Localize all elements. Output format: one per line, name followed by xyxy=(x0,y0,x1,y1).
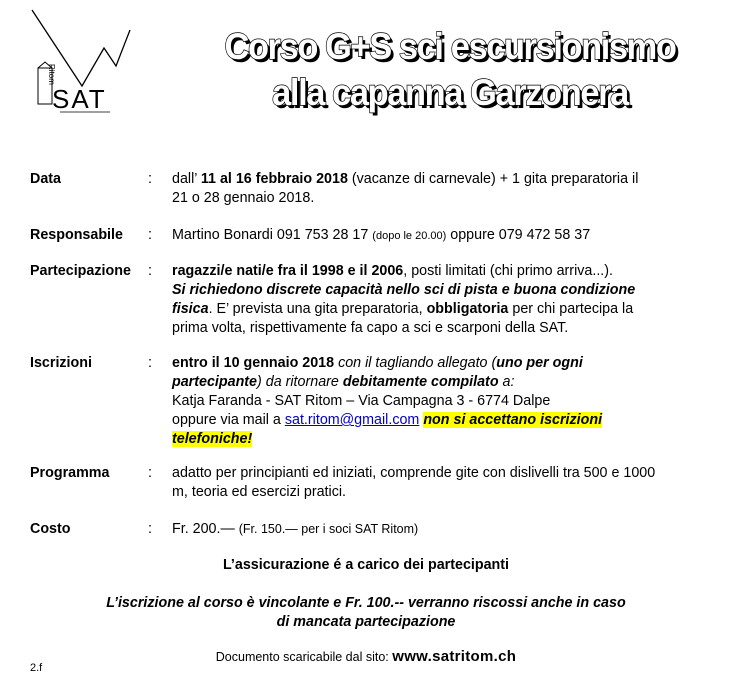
partecipazione-mandatory: obbligatoria xyxy=(426,301,509,317)
data-label: Data xyxy=(30,171,61,187)
email-link[interactable]: sat.ritom@gmail.com xyxy=(284,412,420,428)
iscrizioni-completed: debitamente compilato xyxy=(342,374,499,390)
separator: : xyxy=(148,521,152,537)
data-text-2: (vacanze di carnevale) + 1 gita preparatoria il xyxy=(347,171,639,187)
responsabile-note: (dopo le 20.00) xyxy=(372,230,447,242)
website-link[interactable]: www.satritom.ch xyxy=(392,648,517,665)
programma-label: Programma xyxy=(30,465,110,481)
vincolante-line-1: L’iscrizione al corso è vincolante e Fr. 100.-- verranno riscossi anche in caso xyxy=(106,595,626,611)
iscrizioni-text: con il tagliando allegato ( xyxy=(334,355,497,371)
iscrizioni-participant: partecipante xyxy=(172,374,258,390)
iscrizioni-text-3: a: xyxy=(498,374,515,390)
costo-price: Fr. 200.— xyxy=(172,521,239,537)
iscrizioni-text-2: ) da ritornare xyxy=(257,374,343,390)
data-line-2: 21 o 28 gennaio 2018. xyxy=(172,190,315,206)
separator: : xyxy=(148,263,152,279)
footer xyxy=(0,648,732,665)
assicurazione-note: L’assicurazione é a carico dei partecipanti xyxy=(222,557,510,573)
logo-ritom-text: Ritom xyxy=(47,64,56,85)
iscrizioni-warning-2: telefoniche! xyxy=(172,431,253,447)
separator: : xyxy=(148,227,152,243)
partecipazione-text-3: per chi partecipa la xyxy=(508,301,634,317)
title-line-1: Corso G+S sci escursionismo xyxy=(224,26,676,67)
partecipazione-text-2: . E’ prevista una gita preparatoria, xyxy=(208,301,427,317)
separator: : xyxy=(148,355,152,371)
partecipazione-line-4: prima volta, rispettivamente fa capo a sci e scarponi della SAT. xyxy=(172,320,569,336)
title-line-2: alla capanna Garzonera xyxy=(272,72,628,113)
programma-line-2: m, teoria ed esercizi pratici. xyxy=(172,484,347,500)
responsabile-label: Responsabile xyxy=(30,227,123,243)
partecipazione-requirement: Si richiedono discrete capacità nello sci di pista e buona condizione xyxy=(172,282,636,298)
programma-value xyxy=(172,464,692,502)
programma-line-1: adatto per principianti ed iniziati, comprende gite con dislivelli tra 500 e 1000 xyxy=(172,465,656,481)
logo-sat-text: SAT xyxy=(52,84,107,114)
iscrizioni-deadline: entro il 10 gennaio 2018 xyxy=(172,355,335,371)
iscrizioni-mail-text: oppure via mail a xyxy=(172,412,285,428)
page-title xyxy=(199,24,701,116)
costo-member-price: (Fr. 150.— per i soci SAT Ritom) xyxy=(238,522,419,536)
vincolante-note xyxy=(0,594,732,632)
separator: : xyxy=(148,465,152,481)
partecipazione-requirement-2: fisica xyxy=(172,301,209,317)
footer-text: Documento scaricabile dal sito: xyxy=(215,650,393,664)
responsabile-value xyxy=(172,226,692,246)
data-dates: 11 al 16 febbraio 2018 xyxy=(200,171,348,187)
data-value xyxy=(172,170,692,208)
costo-label: Costo xyxy=(30,521,71,537)
partecipazione-value xyxy=(172,262,692,338)
iscrizioni-warning: non si accettano iscrizioni xyxy=(423,412,603,428)
sat-ritom-logo xyxy=(30,8,150,120)
iscrizioni-value xyxy=(172,354,692,449)
data-text: dall’ xyxy=(172,171,201,187)
partecipazione-age: ragazzi/e nati/e fra il 1998 e il 2006 xyxy=(172,263,404,279)
iscrizioni-label: Iscrizioni xyxy=(30,355,92,371)
partecipazione-label: Partecipazione xyxy=(30,263,131,279)
iscrizioni-one-per: uno per ogni xyxy=(496,355,583,371)
responsabile-text: Martino Bonardi 091 753 28 17 xyxy=(172,227,373,243)
page-stub: 2.f xyxy=(30,662,43,674)
vincolante-line-2: di mancata partecipazione xyxy=(276,614,456,630)
iscrizioni-address: Katja Faranda - SAT Ritom – Via Campagna 3 - 6774 Dalpe xyxy=(172,393,551,409)
partecipazione-text: , posti limitati (chi primo arriva...). xyxy=(403,263,613,279)
separator: : xyxy=(148,171,152,187)
costo-value xyxy=(172,520,692,539)
responsabile-text-2: oppure 079 472 58 37 xyxy=(446,227,591,243)
